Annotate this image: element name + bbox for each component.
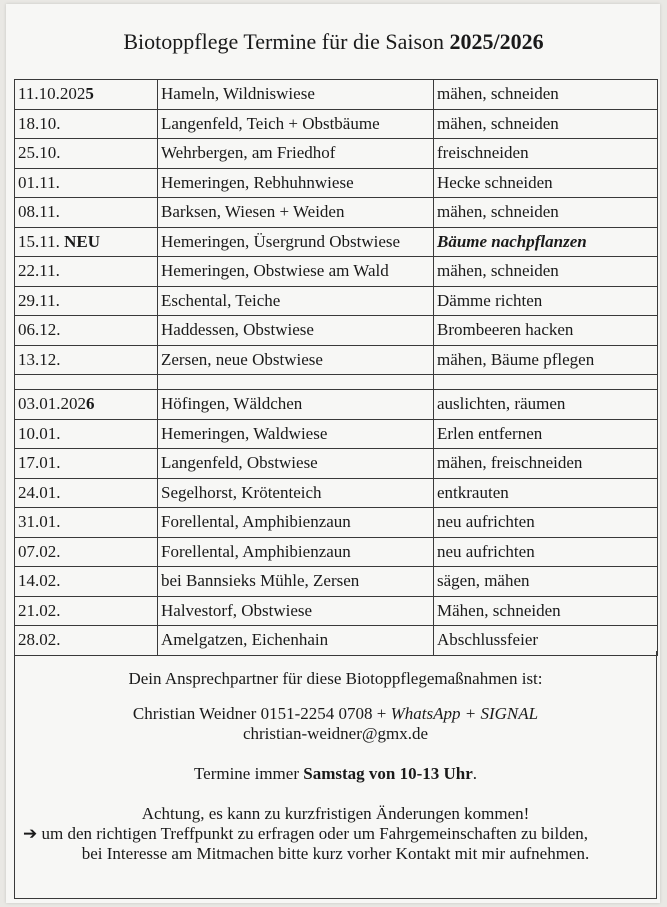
- task-cell: neu aufrichten: [434, 537, 658, 567]
- place-cell: Langenfeld, Teich + Obstbäume: [158, 109, 434, 139]
- contact-email: christian-weidner@gmx.de: [242, 724, 429, 743]
- place-cell: Wehrbergen, am Friedhof: [158, 139, 434, 169]
- table-row: [15, 139, 658, 169]
- schedule-2025: [15, 80, 658, 375]
- schedule-time: Samstag von 10-13 Uhr: [303, 764, 473, 783]
- contact-line: [15, 704, 656, 724]
- table-row: [15, 80, 658, 110]
- table-row: [15, 168, 658, 198]
- title-season: 2025/2026: [449, 29, 544, 54]
- place-cell: Hemeringen, Waldwiese: [158, 419, 434, 449]
- table-row: [15, 478, 658, 508]
- place-cell: bei Bannsieks Mühle, Zersen: [158, 567, 434, 597]
- date-cell: 21.02.: [15, 596, 158, 626]
- table-row: [15, 390, 658, 420]
- task-cell: Erlen entfernen: [434, 419, 658, 449]
- place-cell: Hemeringen, Rebhuhnwiese: [158, 168, 434, 198]
- season-divider: [15, 375, 658, 390]
- schedule-note: Termine immer Samstag von 10-13 Uhr.: [193, 764, 478, 783]
- date-cell: 18.10.: [15, 109, 158, 139]
- task-cell: mähen, freischneiden: [434, 449, 658, 479]
- task-cell: Dämme richten: [434, 286, 658, 316]
- place-cell: Forellental, Amphibienzaun: [158, 508, 434, 538]
- table-row: [15, 449, 658, 479]
- place-cell: Barksen, Wiesen + Weiden: [158, 198, 434, 228]
- task-cell: Brombeeren hacken: [434, 316, 658, 346]
- date-cell: 15.11. NEU: [15, 227, 158, 257]
- place-cell: Hemeringen, Obstwiese am Wald: [158, 257, 434, 287]
- warning-line-1: Achtung, es kann zu kurzfristigen Änderungen kommen!: [141, 804, 530, 823]
- place-cell: Forellental, Amphibienzaun: [158, 537, 434, 567]
- table-row: [15, 508, 658, 538]
- date-cell: 06.12.: [15, 316, 158, 346]
- date-cell: 13.12.: [15, 345, 158, 375]
- task-cell: Hecke schneiden: [434, 168, 658, 198]
- date-cell: 10.01.: [15, 419, 158, 449]
- date-cell: 29.11.: [15, 286, 158, 316]
- contact-intro: Dein Ansprechpartner für diese Biotoppflegemaßnahmen ist:: [128, 669, 543, 688]
- date-cell: 07.02.: [15, 537, 158, 567]
- contact-name-phone: Christian Weidner 0151-2254 0708 +: [132, 704, 391, 723]
- table-row: [15, 567, 658, 597]
- place-cell: Amelgatzen, Eichenhain: [158, 626, 434, 656]
- table-row: [15, 419, 658, 449]
- table-row: [15, 537, 658, 567]
- table-row: [15, 227, 658, 257]
- task-cell: Mähen, schneiden: [434, 596, 658, 626]
- schedule-table: [14, 79, 658, 656]
- task-cell: sägen, mähen: [434, 567, 658, 597]
- place-cell: Segelhorst, Krötenteich: [158, 478, 434, 508]
- schedule-2026: [15, 390, 658, 656]
- date-cell: 14.02.: [15, 567, 158, 597]
- table-row: [15, 316, 658, 346]
- task-cell: entkrauten: [434, 478, 658, 508]
- date-cell: 17.01.: [15, 449, 158, 479]
- contact-notes: [14, 651, 657, 899]
- date-cell: 24.01.: [15, 478, 158, 508]
- warning-line-2: ➔ um den richtigen Treffpunkt zu erfragen oder um Fahrgemeinschaften zu bilden,: [23, 824, 589, 843]
- table-row: [15, 596, 658, 626]
- contact-messengers: WhatsApp + SIGNAL: [390, 704, 539, 723]
- place-cell: Zersen, neue Obstwiese: [158, 345, 434, 375]
- date-cell: 22.11.: [15, 257, 158, 287]
- task-cell: mähen, schneiden: [434, 198, 658, 228]
- table-row: [15, 286, 658, 316]
- date-cell: 31.01.: [15, 508, 158, 538]
- table-row: [15, 345, 658, 375]
- table-row: [15, 257, 658, 287]
- spacer-row: [15, 375, 658, 390]
- task-cell: mähen, schneiden: [434, 109, 658, 139]
- task-cell: mähen, schneiden: [434, 80, 658, 110]
- date-cell: 28.02.: [15, 626, 158, 656]
- place-cell: Hameln, Wildniswiese: [158, 80, 434, 110]
- place-cell: Langenfeld, Obstwiese: [158, 449, 434, 479]
- task-cell: freischneiden: [434, 139, 658, 169]
- place-cell: Eschental, Teiche: [158, 286, 434, 316]
- title-prefix: Biotoppflege Termine für die Saison: [123, 29, 445, 54]
- date-cell: 01.11.: [15, 168, 158, 198]
- date-cell: 11.10.2025: [15, 80, 158, 110]
- task-cell: mähen, schneiden: [434, 257, 658, 287]
- date-cell: 25.10.: [15, 139, 158, 169]
- table-row: [15, 109, 658, 139]
- arrow-icon: ➔: [23, 824, 38, 843]
- task-cell: neu aufrichten: [434, 508, 658, 538]
- place-cell: Höfingen, Wäldchen: [158, 390, 434, 420]
- task-cell: auslichten, räumen: [434, 390, 658, 420]
- date-cell: 03.01.2026: [15, 390, 158, 420]
- place-cell: Halvestorf, Obstwiese: [158, 596, 434, 626]
- place-cell: Haddessen, Obstwiese: [158, 316, 434, 346]
- date-cell: 08.11.: [15, 198, 158, 228]
- table-row: [15, 198, 658, 228]
- task-cell: Bäume nachpflanzen: [434, 227, 658, 257]
- task-cell: Abschlussfeier: [434, 626, 658, 656]
- place-cell: Hemeringen, Üsergrund Obstwiese: [158, 227, 434, 257]
- task-cell: mähen, Bäume pflegen: [434, 345, 658, 375]
- page-title: [0, 28, 667, 56]
- warning-line-3: bei Interesse am Mitmachen bitte kurz vorher Kontakt mit mir aufnehmen.: [81, 844, 590, 863]
